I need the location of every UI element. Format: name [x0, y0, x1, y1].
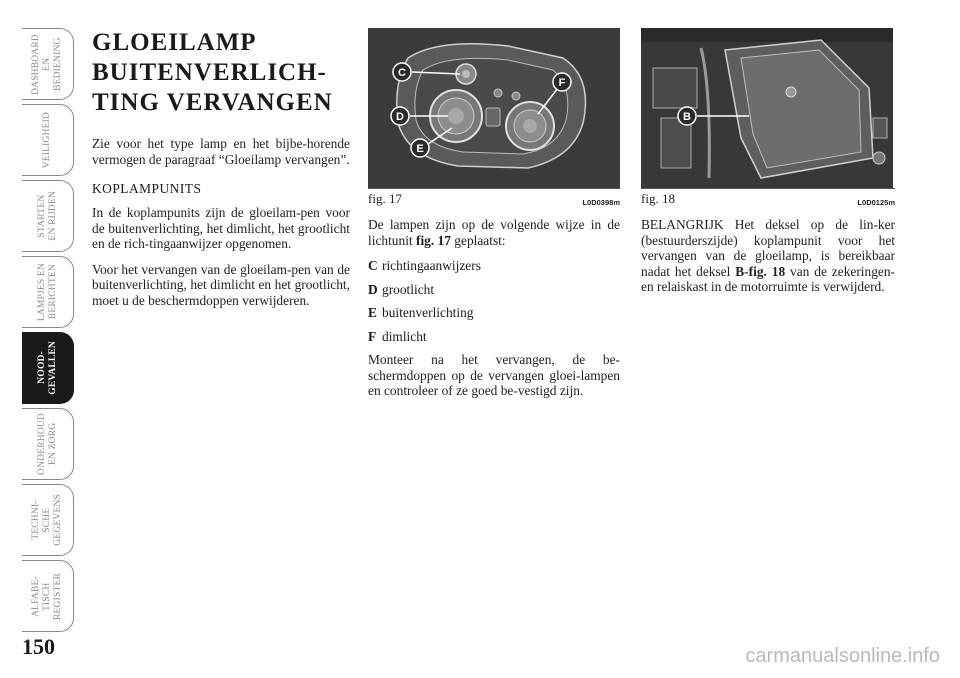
outro-paragraph: Monteer na het vervangen, de be-schermdoppen op de vervangen gloei-lampen en controleer of ze goed be-vestigd zijn.	[368, 352, 620, 398]
tab-register[interactable]	[22, 560, 74, 632]
tab-label: NOOD- GEVALLEN	[36, 341, 58, 395]
svg-text:E: E	[416, 143, 424, 155]
intro-paragraph: Zie voor het type lamp en het bijbe-horende vermogen de paragraaf “Gloeilamp vervangen”.	[92, 136, 350, 167]
column-left	[92, 28, 350, 318]
column-middle	[368, 28, 620, 409]
svg-text:F: F	[558, 77, 566, 89]
watermark-text: carmanualsonline.info	[745, 645, 940, 667]
tab-onderhoud[interactable]	[22, 408, 74, 480]
tab-noodgevallen[interactable]	[22, 332, 74, 404]
figure-17-caption	[368, 188, 620, 207]
tab-label: ONDERHOUD EN ZORG	[36, 413, 58, 475]
legend-item: D grootlicht	[368, 281, 435, 297]
important-note: BELANGRIJK Het deksel op de lin-ker (bestuurderszijde) koplampunit voor het vervangen van de gloeilamp, is bereikbaar nadat het deksel B-fig. 18 van de zekeringen- en relaiskast in de motorruimte is verwijderd.	[641, 217, 895, 294]
figure-17-label: fig. 17	[368, 191, 402, 206]
headlamp-illustration	[368, 28, 620, 188]
tab-starten[interactable]	[22, 180, 74, 252]
figure-18-engine-bay	[641, 28, 893, 188]
column-right	[641, 28, 895, 305]
tab-veiligheid[interactable]	[22, 104, 74, 176]
paragraph-1: In de koplampunits zijn de gloeilam-pen voor de buitenverlichting, het dimlicht, het grootlicht en de rich-tingaanwijzer opgenomen.	[92, 205, 350, 251]
svg-text:D: D	[396, 111, 404, 123]
legend-item: F dimlicht	[368, 328, 427, 344]
figure-17-headlamp	[368, 28, 620, 188]
figure-18-code: L0D0125m	[857, 198, 895, 207]
tab-label: VEILIGHEID	[42, 111, 52, 169]
section-heading: KOPLAMPUNITS	[92, 181, 202, 196]
tab-label: LAMPJES EN BERICHTEN	[36, 262, 58, 322]
tab-technische-gegevens[interactable]	[22, 484, 74, 556]
tab-label: DASHBOARD EN BEDIENING	[31, 33, 63, 95]
page-number: 150	[22, 634, 55, 659]
callout-d	[391, 107, 409, 125]
figure-18-label: fig. 18	[641, 191, 675, 206]
figure-18-caption	[641, 188, 895, 207]
tab-label: TECHNI- SCHE GEGEVENS	[31, 494, 63, 546]
engine-bay-illustration	[641, 28, 893, 188]
svg-text:C: C	[398, 67, 406, 79]
figure-17-code: L0D0398m	[582, 198, 620, 207]
tab-label: STARTEN EN RIJDEN	[36, 191, 58, 241]
page-title: GLOEILAMP BUITENVERLICH-TING VERVANGEN	[92, 29, 333, 116]
callout-c	[393, 63, 411, 81]
callout-e	[411, 139, 429, 157]
tab-label: ALFABE- TISCH REGISTER	[31, 572, 63, 620]
paragraph-2: Voor het vervangen van de gloeilam-pen van de buitenverlichting, het dimlicht en het grootlicht, moet u de beschermdoppen verwijderen.	[92, 261, 350, 308]
tab-lampjes[interactable]	[22, 256, 74, 328]
tab-dashboard[interactable]	[22, 28, 74, 100]
legend-intro: De lampen zijn op de volgende wijze in de lichtunit fig. 17 geplaatst:	[368, 217, 620, 248]
legend-item: C richtingaanwijzers	[368, 258, 481, 273]
svg-text:B: B	[683, 111, 691, 123]
callout-b	[678, 107, 696, 125]
callout-f	[553, 73, 571, 91]
legend-item: E buitenverlichting	[368, 305, 474, 320]
